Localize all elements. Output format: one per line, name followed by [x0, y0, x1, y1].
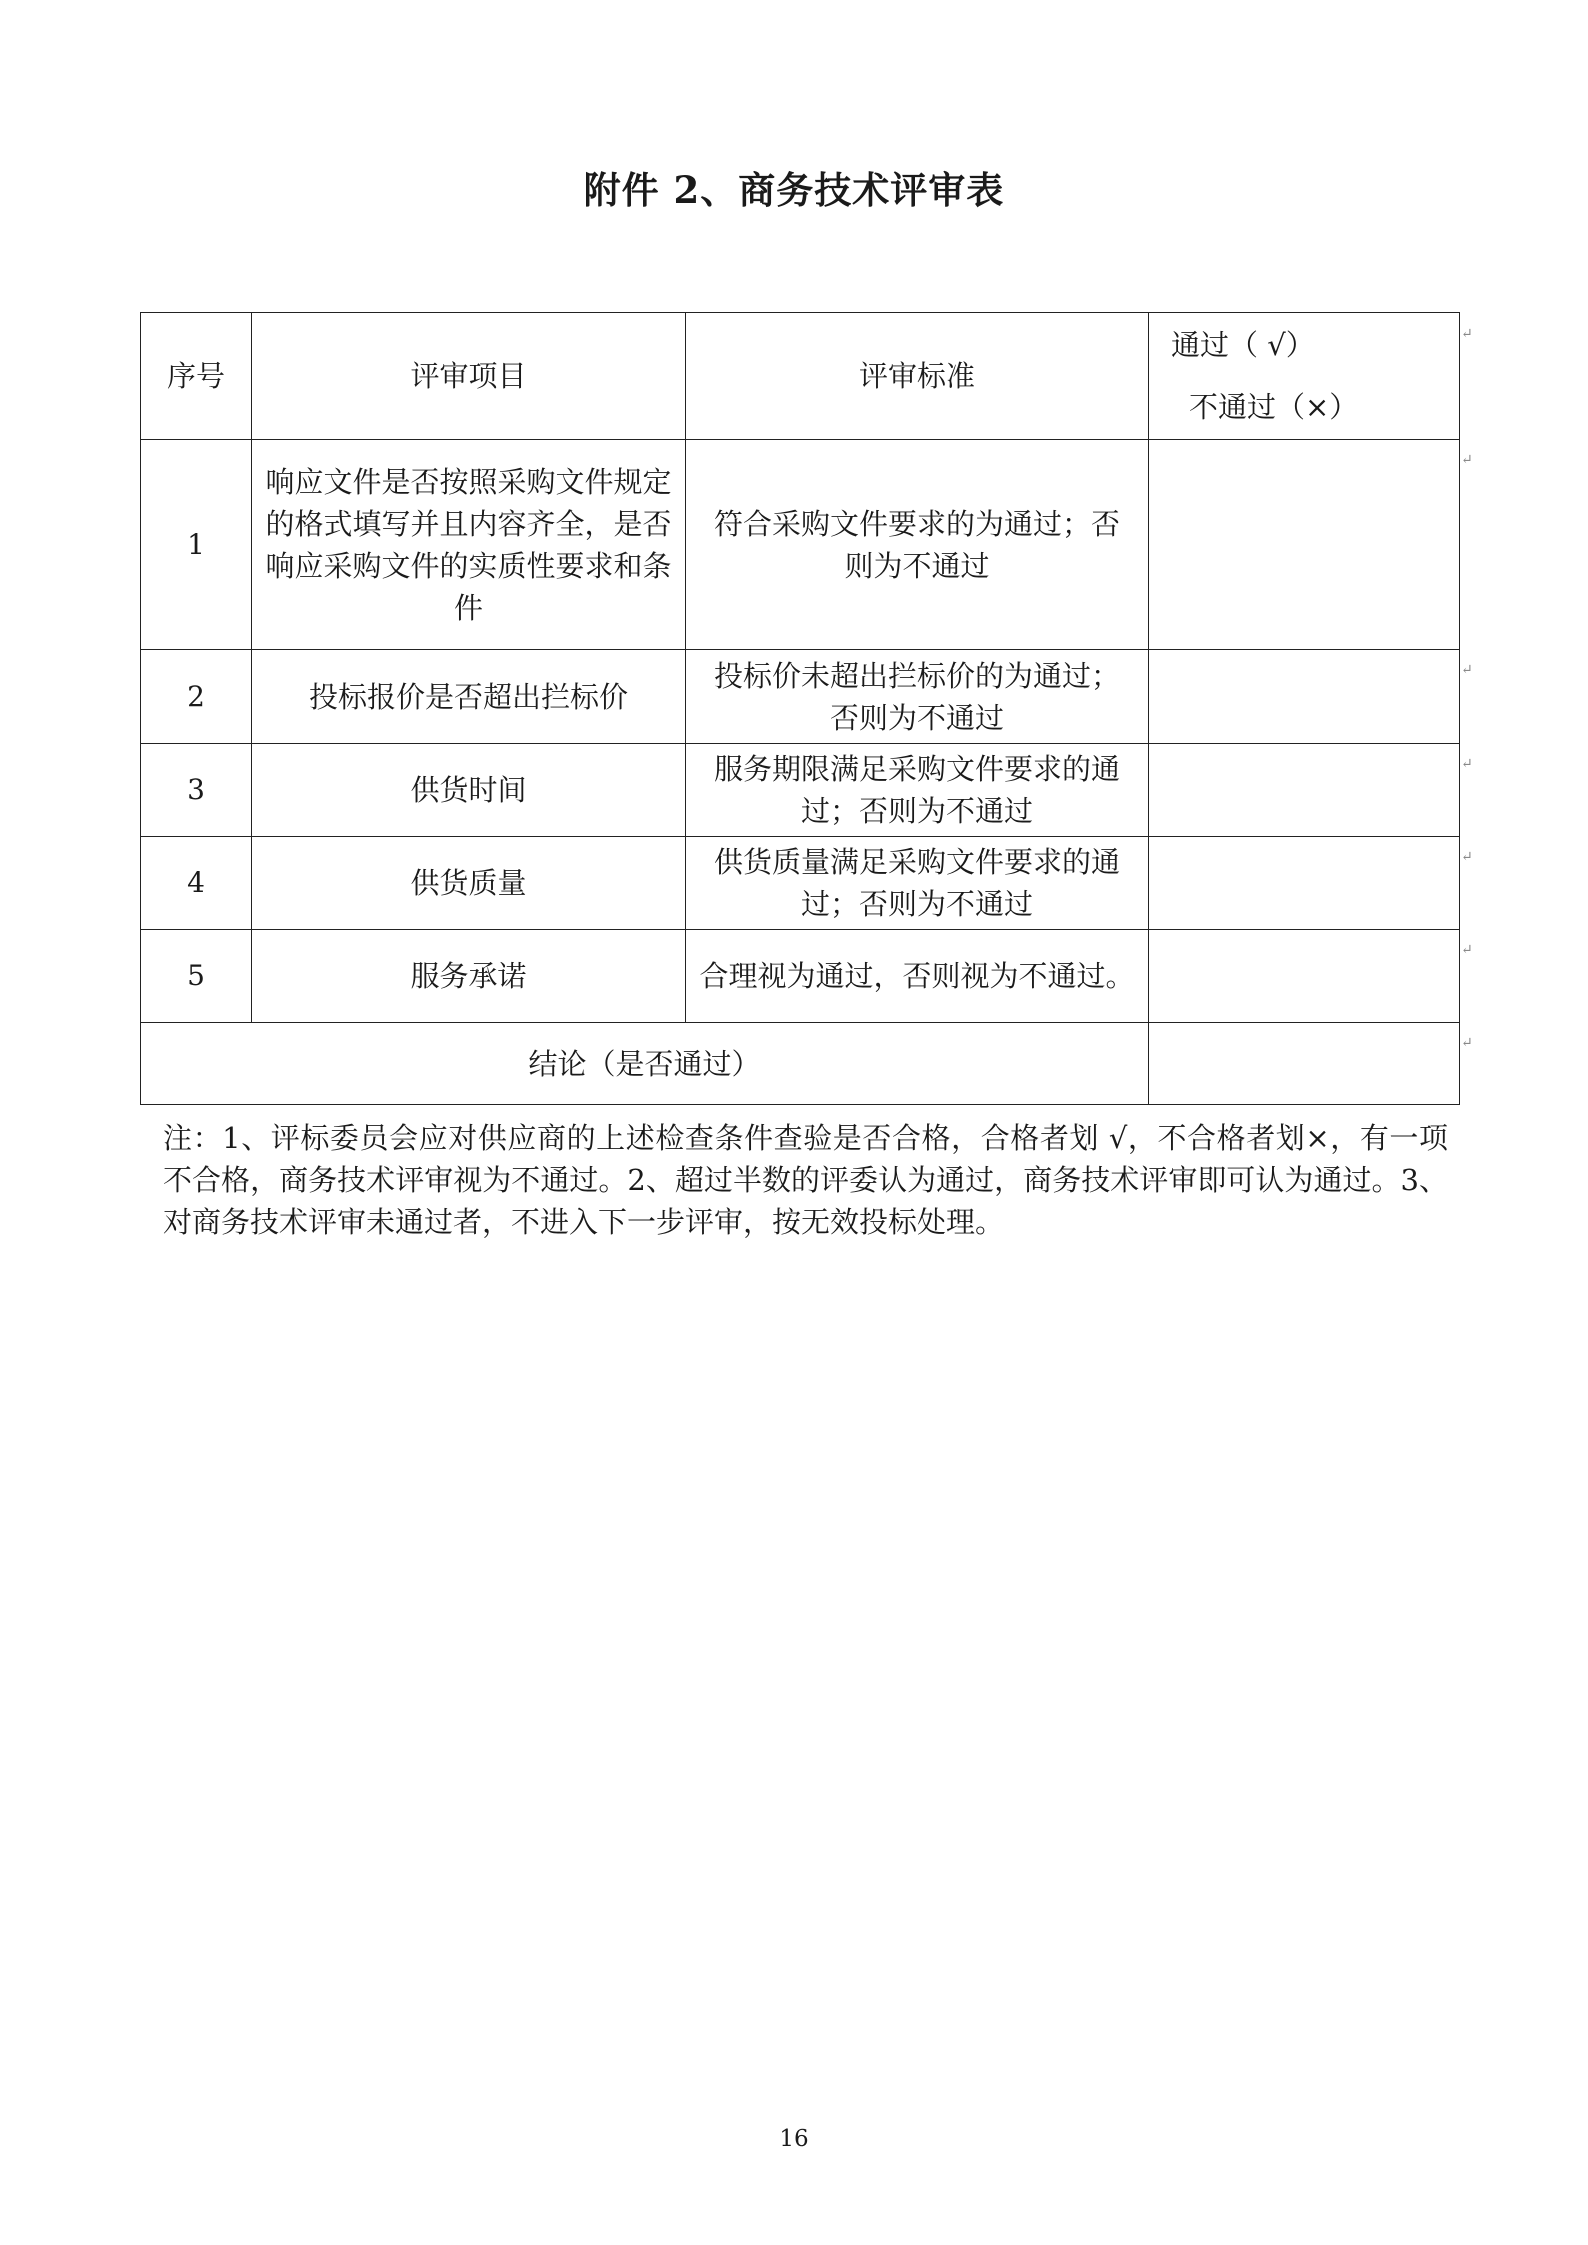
row-item: 服务承诺 [252, 930, 686, 1023]
table-header-row [141, 313, 1460, 440]
row-item: 供货质量 [252, 837, 686, 930]
row-item: 响应文件是否按照采购文件规定的格式填写并且内容齐全，是否响应采购文件的实质性要求和条件 [252, 440, 686, 650]
row-item: 供货时间 [252, 744, 686, 837]
page-number: 16 [779, 2126, 809, 2152]
paragraph-mark-icon: ↵ [1461, 756, 1473, 772]
paragraph-mark-icon: ↵ [1461, 452, 1473, 468]
review-table [140, 312, 1460, 1105]
paragraph-mark-icon: ↵ [1461, 942, 1473, 958]
table-row [141, 837, 1460, 930]
row-result[interactable] [1149, 930, 1460, 1023]
table-row [141, 650, 1460, 744]
row-index: 3 [141, 744, 252, 837]
row-item: 投标报价是否超出拦标价 [252, 650, 686, 744]
row-standard: 供货质量满足采购文件要求的通过；否则为不通过 [686, 837, 1149, 930]
row-result[interactable] [1149, 650, 1460, 744]
header-item: 评审项目 [252, 313, 686, 440]
table-row [141, 744, 1460, 837]
row-result[interactable] [1149, 744, 1460, 837]
row-result[interactable] [1149, 440, 1460, 650]
paragraph-mark-icon: ↵ [1461, 849, 1473, 865]
row-index: 5 [141, 930, 252, 1023]
row-standard: 服务期限满足采购文件要求的通过；否则为不通过 [686, 744, 1149, 837]
page-title: 附件 2、商务技术评审表 [583, 168, 1005, 212]
conclusion-value[interactable] [1149, 1023, 1460, 1105]
paragraph-mark-icon: ↵ [1461, 662, 1473, 678]
paragraph-mark-icon: ↵ [1461, 326, 1473, 342]
header-pass-line2: 不通过（×） [1189, 390, 1359, 424]
table-row [141, 930, 1460, 1023]
row-standard: 符合采购文件要求的为通过；否则为不通过 [686, 440, 1149, 650]
row-standard: 投标价未超出拦标价的为通过；否则为不通过 [686, 650, 1149, 744]
row-index: 2 [141, 650, 252, 744]
table-row [141, 440, 1460, 650]
conclusion-label: 结论（是否通过） [141, 1023, 1149, 1105]
paragraph-mark-icon: ↵ [1461, 1035, 1473, 1051]
row-result[interactable] [1149, 837, 1460, 930]
header-index: 序号 [141, 313, 252, 440]
row-standard: 合理视为通过，否则视为不通过。 [686, 930, 1149, 1023]
note-paragraph: 注：1、评标委员会应对供应商的上述检查条件查验是否合格，合格者划 √，不合格者划×，有一项不合格，商务技术评审视为不通过。2、超过半数的评委认为通过，商务技术评审即可认为通过。3、对商务技术评审未通过者，不进入下一步评审，按无效投标处理。 [163, 1121, 1448, 1239]
header-standard: 评审标准 [686, 313, 1149, 440]
header-pass-line1: 通过（ √） [1171, 328, 1315, 362]
header-pass [1149, 313, 1460, 440]
row-index: 4 [141, 837, 252, 930]
row-index: 1 [141, 440, 252, 650]
conclusion-row [141, 1023, 1460, 1105]
